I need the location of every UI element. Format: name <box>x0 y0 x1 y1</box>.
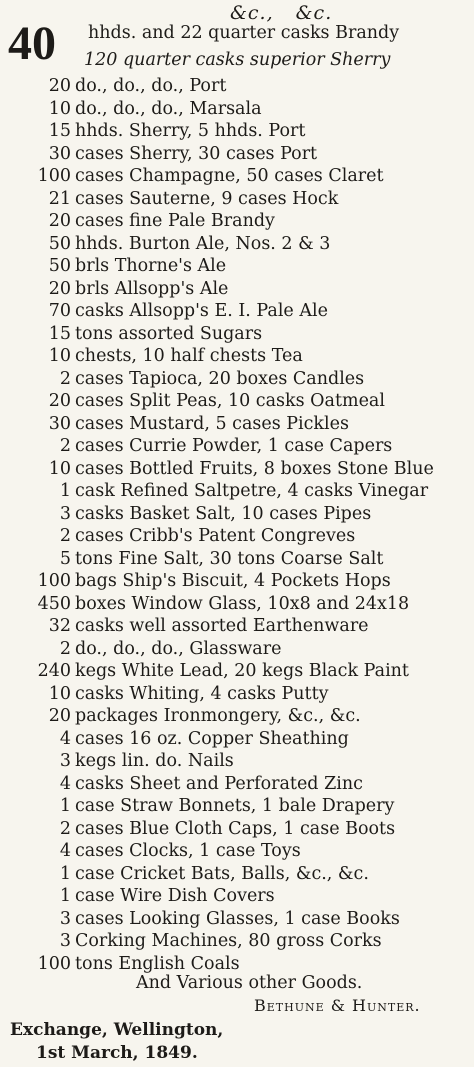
item-description: cases Blue Cloth Caps, 1 case Boots <box>75 818 396 839</box>
list-item <box>0 548 474 571</box>
item-description: cases Looking Glasses, 1 case Books <box>75 908 400 929</box>
item-description: cases Currie Powder, 1 case Capers <box>75 436 393 456</box>
list-item <box>0 480 474 503</box>
item-quantity: 4 <box>59 728 71 749</box>
item-quantity: 30 <box>48 143 71 164</box>
list-item <box>0 908 474 931</box>
item-description: do., do., do., Marsala <box>75 98 262 119</box>
list-item <box>0 570 474 593</box>
item-description: cases Champagne, 50 cases Claret <box>75 166 384 186</box>
list-item <box>0 615 474 638</box>
closing-line: And Various other Goods. <box>136 973 363 993</box>
item-quantity: 20 <box>48 391 71 411</box>
item-quantity: 70 <box>48 301 71 321</box>
item-description: tons assorted Sugars <box>75 323 263 344</box>
date-line: 1st March, 1849. <box>36 1043 198 1063</box>
etc-text-2: &c. <box>295 2 333 24</box>
list-item <box>0 840 474 863</box>
list-item <box>0 525 474 548</box>
item-description: cask Refined Saltpetre, 4 casks Vinegar <box>75 481 429 501</box>
item-quantity: 2 <box>59 436 71 456</box>
item-quantity: 10 <box>48 346 71 366</box>
item-description: packages Ironmongery, &c., &c. <box>75 706 361 726</box>
item-quantity: 1 <box>59 863 71 884</box>
list-item <box>0 368 474 391</box>
item-quantity: 32 <box>48 616 71 636</box>
list-item <box>0 120 474 143</box>
list-item <box>0 773 474 796</box>
item-description: cases 16 oz. Copper Sheathing <box>75 728 349 749</box>
item-quantity: 10 <box>48 98 71 119</box>
item-quantity: 2 <box>59 526 71 546</box>
list-item <box>0 750 474 773</box>
item-quantity: 5 <box>59 548 71 569</box>
item-quantity: 100 <box>37 166 71 186</box>
item-description: cases Split Peas, 10 casks Oatmeal <box>75 391 385 411</box>
list-item <box>0 413 474 436</box>
item-description: kegs lin. do. Nails <box>75 751 234 771</box>
list-item <box>0 818 474 841</box>
item-quantity: 20 <box>48 211 71 231</box>
etc-text-1: &c., <box>230 2 274 24</box>
item-quantity: 100 <box>37 571 71 591</box>
item-description: chests, 10 half chests Tea <box>75 346 303 366</box>
item-quantity: 20 <box>48 278 71 299</box>
item-description: hhds. Sherry, 5 hhds. Port <box>75 121 306 141</box>
list-item <box>0 705 474 728</box>
item-quantity: 50 <box>48 256 71 276</box>
item-description: bags Ship's Biscuit, 4 Pockets Hops <box>75 571 391 591</box>
item-description: tons English Coals <box>75 953 240 974</box>
item-description: brls Allsopp's Ale <box>75 278 229 299</box>
place-line: Exchange, Wellington, <box>10 1020 224 1040</box>
item-quantity: 1 <box>59 796 71 816</box>
list-item <box>0 638 474 661</box>
list-item <box>0 458 474 481</box>
list-item <box>0 323 474 346</box>
list-item <box>0 795 474 818</box>
item-quantity: 240 <box>37 661 71 681</box>
item-quantity: 4 <box>59 773 71 794</box>
item-quantity: 3 <box>59 931 71 951</box>
item-quantity: 2 <box>59 638 71 659</box>
item-description: cases Clocks, 1 case Toys <box>75 841 301 861</box>
list-item <box>0 300 474 323</box>
list-item <box>0 885 474 908</box>
list-item <box>0 930 474 953</box>
item-quantity: 30 <box>48 413 71 434</box>
list-item <box>0 435 474 458</box>
item-description: cases fine Pale Brandy <box>75 211 275 231</box>
item-quantity: 3 <box>59 908 71 929</box>
item-quantity: 50 <box>48 233 71 254</box>
item-description: casks Sheet and Perforated Zinc <box>75 773 363 794</box>
item-quantity: 15 <box>48 323 71 344</box>
first-item-line: hhds. and 22 quarter casks Brandy <box>88 23 400 43</box>
list-item <box>0 165 474 188</box>
lot-number: 40 <box>8 17 56 70</box>
item-quantity: 450 <box>37 593 71 614</box>
list-item <box>0 278 474 301</box>
item-quantity: 15 <box>48 121 71 141</box>
item-description: cases Sauterne, 9 cases Hock <box>75 188 339 209</box>
second-item-line: 120 quarter casks superior Sherry <box>84 50 391 70</box>
item-quantity: 21 <box>48 188 71 209</box>
item-description: do., do., do., Glassware <box>75 638 282 659</box>
signature: Bethune & Hunter. <box>254 996 421 1015</box>
list-item <box>0 143 474 166</box>
list-item <box>0 98 474 121</box>
list-item <box>0 503 474 526</box>
item-description: brls Thorne's Ale <box>75 256 227 276</box>
item-description: case Wire Dish Covers <box>75 886 275 906</box>
item-description: tons Fine Salt, 30 tons Coarse Salt <box>75 548 384 569</box>
list-item <box>0 593 474 616</box>
item-description: cases Mustard, 5 cases Pickles <box>75 413 349 434</box>
item-description: casks well assorted Earthenware <box>75 616 369 636</box>
item-quantity: 10 <box>48 683 71 704</box>
item-quantity: 100 <box>37 953 71 974</box>
item-description: cases Bottled Fruits, 8 boxes Stone Blue <box>75 458 434 479</box>
list-item <box>0 863 474 886</box>
list-item <box>0 233 474 256</box>
list-item <box>0 75 474 98</box>
item-quantity: 10 <box>48 458 71 479</box>
item-quantity: 2 <box>59 368 71 389</box>
item-description: boxes Window Glass, 10x8 and 24x18 <box>75 593 410 614</box>
goods-list <box>0 75 474 975</box>
item-quantity: 1 <box>59 886 71 906</box>
item-description: hhds. Burton Ale, Nos. 2 & 3 <box>75 233 331 254</box>
item-quantity: 1 <box>59 481 71 501</box>
list-item <box>0 210 474 233</box>
item-description: case Cricket Bats, Balls, &c., &c. <box>75 863 369 884</box>
list-item <box>0 683 474 706</box>
item-quantity: 20 <box>48 76 71 96</box>
item-description: cases Tapioca, 20 boxes Candles <box>75 368 365 389</box>
item-quantity: 3 <box>59 503 71 524</box>
item-description: kegs White Lead, 20 kegs Black Paint <box>75 661 409 681</box>
item-description: casks Allsopp's E. I. Pale Ale <box>75 301 328 321</box>
list-item <box>0 728 474 751</box>
item-description: casks Basket Salt, 10 cases Pipes <box>75 503 372 524</box>
item-quantity: 3 <box>59 751 71 771</box>
item-quantity: 20 <box>48 706 71 726</box>
list-item <box>0 660 474 683</box>
item-quantity: 4 <box>59 841 71 861</box>
item-description: cases Cribb's Patent Congreves <box>75 526 356 546</box>
list-item <box>0 390 474 413</box>
item-description: Corking Machines, 80 gross Corks <box>75 931 382 951</box>
item-description: do., do., do., Port <box>75 76 227 96</box>
item-description: case Straw Bonnets, 1 bale Drapery <box>75 796 395 816</box>
list-item <box>0 953 474 976</box>
etc-heading <box>230 2 354 24</box>
list-item <box>0 345 474 368</box>
list-item <box>0 255 474 278</box>
list-item <box>0 188 474 211</box>
item-description: casks Whiting, 4 casks Putty <box>75 683 329 704</box>
item-description: cases Sherry, 30 cases Port <box>75 143 318 164</box>
item-quantity: 2 <box>59 818 71 839</box>
